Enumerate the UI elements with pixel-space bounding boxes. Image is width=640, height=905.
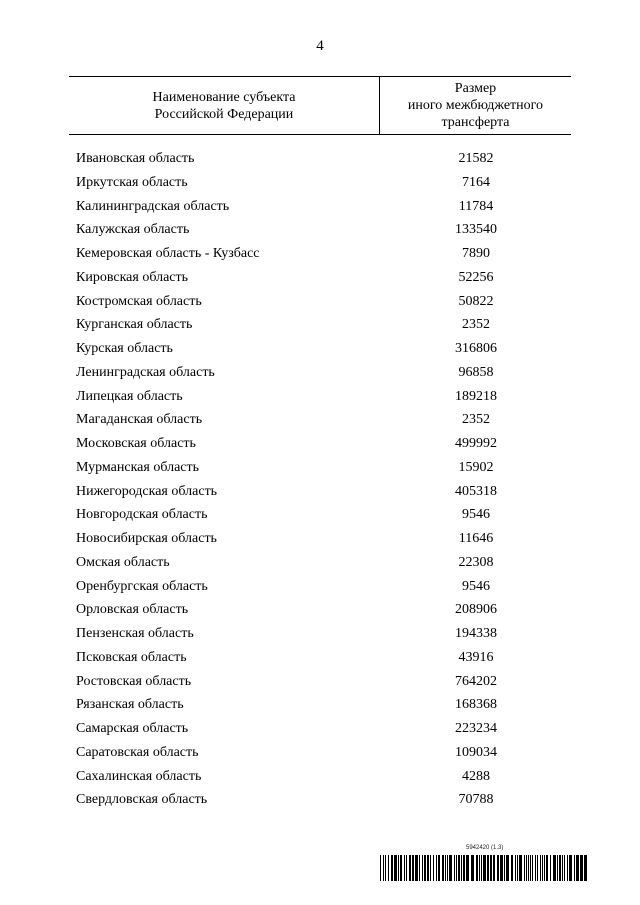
region-name: Псковская область xyxy=(76,649,187,665)
region-name: Новгородская область xyxy=(76,507,208,523)
barcode-caption: 5942420 (1.3) xyxy=(466,845,504,851)
region-name: Нижегородская область xyxy=(76,483,218,499)
transfer-value: 168368 xyxy=(455,697,497,713)
table-body xyxy=(0,149,640,814)
region-name: Ростовская область xyxy=(76,673,192,689)
header-transfer-line1: Размер xyxy=(454,81,497,96)
transfer-value: 11646 xyxy=(458,531,494,546)
region-name: Липецкая область xyxy=(76,388,183,404)
table-row xyxy=(0,434,640,458)
transfer-value: 223234 xyxy=(455,721,497,736)
region-name: Кемеровская область - Кузбасс xyxy=(76,246,260,261)
transfer-value: 208906 xyxy=(455,602,497,618)
table-row xyxy=(0,268,640,292)
transfer-value: 316806 xyxy=(455,341,497,356)
table-row xyxy=(0,292,640,316)
region-name: Иркутская область xyxy=(76,174,188,190)
table-row xyxy=(0,600,640,624)
barcode-image xyxy=(380,855,590,881)
region-name: Орловская область xyxy=(76,602,189,618)
transfer-value: 764202 xyxy=(455,673,497,689)
table-row xyxy=(0,719,640,743)
table-row xyxy=(0,149,640,173)
transfer-value: 189218 xyxy=(455,388,497,404)
table-row xyxy=(0,315,640,339)
table-row xyxy=(0,529,640,553)
region-name: Калининградская область xyxy=(76,198,230,214)
table-row xyxy=(0,339,640,363)
table-row xyxy=(0,363,640,387)
transfer-value: 15902 xyxy=(458,459,494,475)
transfer-value: 70788 xyxy=(458,792,494,808)
table-row xyxy=(0,173,640,197)
transfer-value: 9546 xyxy=(462,507,490,523)
transfer-value: 4288 xyxy=(462,768,490,784)
region-name: Ивановская область xyxy=(76,151,195,166)
region-name: Курганская область xyxy=(76,317,193,333)
table-header xyxy=(69,76,571,135)
table-row xyxy=(0,624,640,648)
table-row xyxy=(0,553,640,577)
header-transfer-line3: трансферта xyxy=(441,115,510,130)
transfer-value: 109034 xyxy=(455,744,497,760)
region-name: Сахалинская область xyxy=(76,768,202,784)
region-name: Кировская область xyxy=(76,269,189,285)
table-row xyxy=(0,767,640,791)
header-subject-line2: Российской Федерации xyxy=(154,106,294,122)
header-subject-line1: Наименование субъекта xyxy=(152,89,296,105)
transfer-value: 22308 xyxy=(458,554,494,570)
region-name: Самарская область xyxy=(76,721,189,736)
region-name: Ленинградская область xyxy=(76,364,215,380)
header-transfer-line2: иного межбюджетного xyxy=(407,98,544,113)
table-row xyxy=(0,672,640,696)
region-name: Пензенская область xyxy=(76,626,194,641)
table-row xyxy=(0,577,640,601)
transfer-value: 7164 xyxy=(462,174,490,190)
table-row xyxy=(0,197,640,221)
table-row xyxy=(0,790,640,814)
transfer-value: 2352 xyxy=(462,317,490,333)
transfer-value: 7890 xyxy=(462,246,490,261)
region-name: Свердловская область xyxy=(76,792,208,808)
transfer-value: 499992 xyxy=(455,436,497,451)
transfer-value: 52256 xyxy=(458,269,494,285)
region-name: Омская область xyxy=(76,554,170,570)
barcode xyxy=(380,845,590,885)
transfer-value: 133540 xyxy=(455,222,497,238)
transfer-value: 9546 xyxy=(462,578,490,594)
transfer-value: 194338 xyxy=(455,626,497,641)
page-number: 4 xyxy=(316,38,324,54)
transfer-value: 2352 xyxy=(462,412,490,428)
table-row xyxy=(0,387,640,411)
region-name: Оренбургская область xyxy=(76,578,208,594)
transfer-value: 405318 xyxy=(455,483,497,499)
transfer-value: 50822 xyxy=(458,293,494,309)
transfer-value: 11784 xyxy=(458,198,494,214)
region-name: Курская область xyxy=(76,341,173,356)
header-transfer-size xyxy=(380,77,571,134)
region-name: Костромская область xyxy=(76,293,202,309)
table-row xyxy=(0,743,640,767)
region-name: Калужская область xyxy=(76,222,190,238)
table-row xyxy=(0,482,640,506)
transfer-value: 96858 xyxy=(458,364,494,380)
table-row xyxy=(0,244,640,268)
header-subject-name xyxy=(69,77,379,134)
table-row xyxy=(0,458,640,482)
region-name: Мурманская область xyxy=(76,459,200,475)
region-name: Саратовская область xyxy=(76,744,199,760)
table-row xyxy=(0,220,640,244)
table-row xyxy=(0,695,640,719)
table-row xyxy=(0,410,640,434)
transfer-value: 43916 xyxy=(458,649,494,665)
table-row xyxy=(0,648,640,672)
region-name: Московская область xyxy=(76,436,196,451)
table-row xyxy=(0,505,640,529)
region-name: Новосибирская область xyxy=(76,531,217,546)
region-name: Рязанская область xyxy=(76,697,184,713)
region-name: Магаданская область xyxy=(76,412,203,428)
transfer-value: 21582 xyxy=(458,151,494,166)
